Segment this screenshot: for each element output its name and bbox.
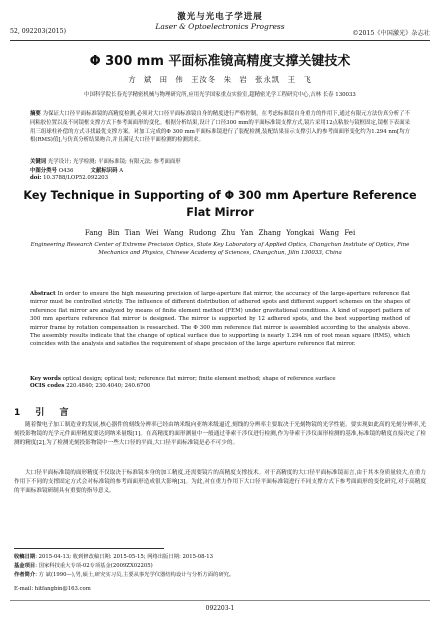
abstract-cn-label: 摘要 xyxy=(30,111,41,117)
footnote-author: 作者简介: 方 斌(1990—),男,硕士,研究实习员,主要从事光学仪器结构设计与分析方面的研究。 xyxy=(14,572,235,578)
affiliation-cn: 中国科学院长春光学精密机械与物理研究所,应用光学国家重点实验室,超精密光学工程研究中心,吉林 长春 130033 xyxy=(84,92,356,98)
footnote-divider xyxy=(14,548,164,549)
doi-label: doi: xyxy=(30,175,42,181)
header-issue: 52, 092203(2015) xyxy=(10,28,67,35)
footnote-fund: 基金项目: 国家科技重大专项-02专项基金(2009ZX02205) xyxy=(14,563,153,569)
keywords-cn-text: 光学设计; 光学检测; 平面标准镜; 有限元法; 参考面面形 xyxy=(47,159,181,165)
author-bio-text: 方 斌(1990—),男,硕士,研究实习员,主要从事光学仪器结构设计与分析方面的研究。 xyxy=(38,572,235,578)
footer-divider xyxy=(10,600,430,601)
abstract-cn-text: 为保证大口径平面标准镜的高精度检测,必须对大口径平面标准镜自身的精度进行严格控制。在考虑标准镜自身重力的作用下,通过有限元方法仿真分析了不同粘胶位置以及不同镜框支撑方式下参考面面形的变化。根据分析结果,设计了口径300 mm的平面标准镜支撑方式,镜片采用12点粘胶与镜框固定,镜框下表面采用三组球柱补偿的方式寻找最优支撑方案。对加工完成的Φ 300 mm平面标准镜进行了装配检测,装配结果显示支撑引入的参考面面形变化约为1.294 nm[均方根(RMS)值],与仿真分析结果吻合,并且满足大口径平面检测的检测需求。 xyxy=(30,111,410,144)
abstract-en xyxy=(30,290,410,349)
author-bio-label: 作者简介 xyxy=(14,572,36,578)
doc-code-value: A xyxy=(119,168,124,174)
clc-value: O436 xyxy=(58,168,74,174)
footnote-email[interactable]: E-mail: hitfangbin@163.com xyxy=(14,586,91,592)
affiliation-en: Engineering Research Center of Extreme Precision Optics, State Key Laboratory of Applied Optics, Changchun Institute of Optics, Fine Mechanics and Physics, Chinese Academy of Sciences, Changchun, Jilin 130033, China xyxy=(30,242,410,256)
body-paragraph-2: 大口径平面标准镜的面形精度不仅取决于标准镜本身的加工精度,还需要镜片的高精度支撑技术。对于高精度的大口径平面标准镜而言,由于其本身质量较大,在重力作用下不同的支撑固定方式会对标准镜的参考面面形造成很大影响[3]。为此,对在重力作用下大口径平面标准镜进行不同支撑方式下参考面面形的变化研究,对于高精度的平面标准镜研制具有重要的指导意义。 xyxy=(14,470,426,495)
doc-code-label: 文献标识码 xyxy=(90,168,118,174)
doi xyxy=(30,175,108,181)
keywords-en xyxy=(30,375,410,383)
authors-en: Fang Bin Tian Wei Wang Rudong Zhu Yan Zhang Yongkai Wang Fei xyxy=(84,229,356,237)
received-text: 2015-04-13; 收到修改稿日期: 2015-05-15; 网络出版日期: 2015-08-13 xyxy=(38,554,214,560)
doi-link[interactable]: 10.3788/LOP52.092203 xyxy=(43,175,109,181)
clc-label: 中图分类号 xyxy=(30,168,57,174)
keywords-cn xyxy=(30,157,410,165)
ocis-text: 220.4840; 230.4040; 240.6700 xyxy=(66,383,151,389)
fund-label: 基金项目 xyxy=(14,563,36,569)
keywords-en-label: Key words xyxy=(30,376,61,382)
journal-name-cn: 激光与光电子学进展 xyxy=(177,12,263,22)
header-copyright: ©2015《中国激光》杂志社 xyxy=(352,30,430,37)
journal-name-en: Laser & Optoelectronics Progress xyxy=(155,22,285,31)
keywords-en-text: optical design; optical test; reference flat mirror; finite element method; shape of reference surface xyxy=(62,376,336,382)
classification-cn xyxy=(30,166,123,174)
fund-text: 国家科技重大专项-02专项基金(2009ZX02205) xyxy=(38,563,153,569)
received-label: 收稿日期 xyxy=(14,554,36,560)
section-heading: 1 引 言 xyxy=(14,408,75,418)
journal-header xyxy=(10,6,430,41)
ocis-codes xyxy=(30,383,150,389)
abstract-en-text: In order to ensure the high measuring precision of large-aperture flat mirror, the accuracy of the large-aperture reference flat mirror must be controlled strictly. The influence of different distribution of adhered spots and different support schemes on the shapes of reference flat mirror are analyzed by means of finite element method (FEM) under gravitational conditions. A kind of support pattern of 300 mm aperture reference flat mirror is designed. The mirror is supported by 12 adhered spots, and the best supporting method of mirror frame by rotation compensation is researched. The Φ 300 mm reference flat mirror is assembled according to the analysis above. The assembly results indicate that the change of optical surface due to supporting is nearly 1.294 nm of root mean square (RMS), which coincides with the analysis and satisfies the requirement of shape precision of the large aperture reference flat mirror. xyxy=(30,291,410,348)
authors-cn: 方 斌 田 伟 王汝冬 朱 岩 张永凯 王 飞 xyxy=(128,75,312,84)
title-en: Key Technique in Supporting of Φ 300 mm Aperture Reference Flat Mirror xyxy=(23,189,417,219)
ocis-label: OCIS codes xyxy=(30,383,65,389)
body-paragraph-1: 随着微电子加工制造业的发展,核心器件的刻线分辨率已经由纳米级向亚纳米级逼近,刻线的分辨率主要取决于光刻物镜的光学性能。要实现如此高的光刻分辨率,光刻投影物镜的光学元件面形精度要达到纳米量级[1]。在高精度的面形测量中一般通过菲索干涉仪进行检测,作为菲索干涉仪面形检测的基准,标准镜的精度直接决定了检测的精度[2],为了检测光刻投影物镜中一些大口径的平面,大口径平面标准镜是必不可少的。 xyxy=(14,422,426,447)
abstract-cn xyxy=(30,110,410,145)
page-number: 092203-1 xyxy=(205,605,235,612)
footnote-received: 收稿日期: 2015-04-13; 收到修改稿日期: 2015-05-15; 网络出版日期: 2015-08-13 xyxy=(14,554,214,560)
title-cn: Φ 300 mm 平面标准镜高精度支撑关键技术 xyxy=(89,54,351,69)
abstract-en-label: Abstract xyxy=(30,291,56,297)
keywords-cn-label: 关键词 xyxy=(30,159,47,165)
